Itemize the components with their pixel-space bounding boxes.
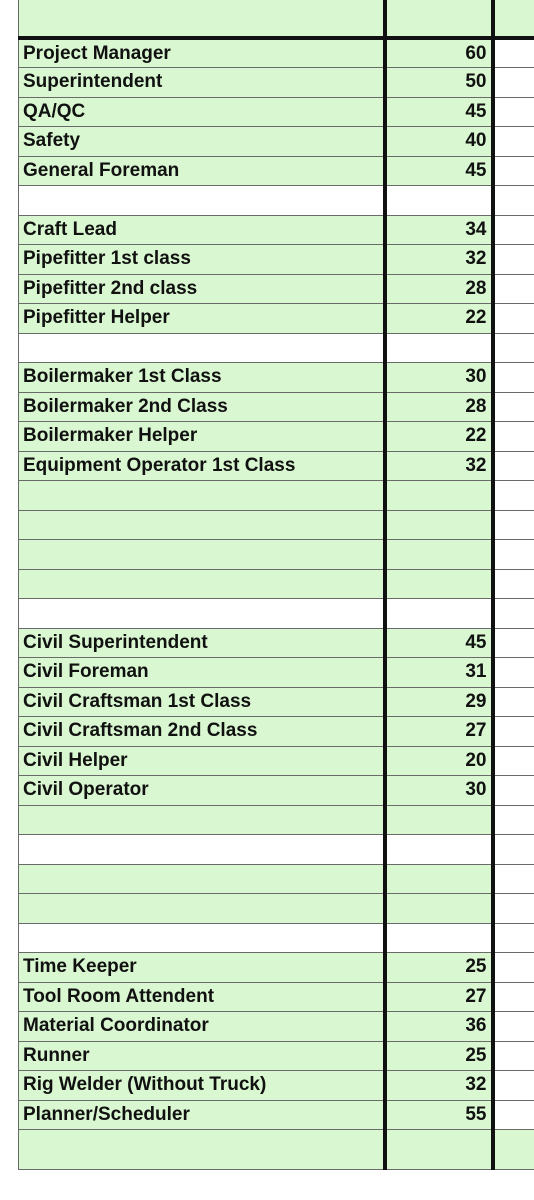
empty-cell[interactable] [493, 245, 534, 275]
table-row [19, 687, 534, 717]
table-row [19, 569, 534, 599]
rate-cell[interactable]: 45 [385, 97, 493, 127]
table-row [19, 628, 534, 658]
rate-cell[interactable]: 31 [385, 658, 493, 688]
role-cell[interactable]: Civil Helper [19, 746, 385, 776]
empty-cell[interactable] [493, 1012, 534, 1042]
empty-cell[interactable] [493, 628, 534, 658]
table-row [19, 363, 534, 393]
table-row [19, 68, 534, 98]
empty-cell[interactable] [493, 776, 534, 806]
role-cell[interactable] [19, 333, 385, 363]
table-row [19, 1012, 534, 1042]
rate-cell[interactable] [385, 923, 493, 953]
role-cell[interactable]: Pipefitter Helper [19, 304, 385, 334]
rate-cell[interactable]: 45 [385, 156, 493, 186]
role-cell[interactable] [19, 510, 385, 540]
table-row [19, 422, 534, 452]
empty-cell[interactable] [493, 68, 534, 98]
table-row [19, 982, 534, 1012]
role-cell[interactable]: Material Coordinator [19, 1012, 385, 1042]
rate-cell[interactable] [385, 0, 493, 38]
rate-cell[interactable]: 34 [385, 215, 493, 245]
empty-cell[interactable] [493, 569, 534, 599]
empty-cell[interactable] [493, 599, 534, 629]
table-row [19, 923, 534, 953]
role-cell[interactable]: Pipefitter 2nd class [19, 274, 385, 304]
role-cell[interactable]: Boilermaker 1st Class [19, 363, 385, 393]
empty-cell[interactable] [493, 982, 534, 1012]
empty-cell[interactable] [493, 97, 534, 127]
table-row [19, 451, 534, 481]
empty-cell[interactable] [493, 894, 534, 924]
rate-cell[interactable] [385, 510, 493, 540]
rate-cell[interactable]: 25 [385, 1041, 493, 1071]
empty-cell[interactable] [493, 923, 534, 953]
empty-cell[interactable] [493, 333, 534, 363]
rate-cell[interactable]: 32 [385, 1071, 493, 1101]
role-cell[interactable] [19, 186, 385, 216]
empty-cell[interactable] [493, 481, 534, 511]
rate-cell[interactable] [385, 540, 493, 570]
role-cell[interactable]: Planner/Scheduler [19, 1100, 385, 1130]
role-cell[interactable] [19, 569, 385, 599]
empty-cell[interactable] [493, 1100, 534, 1130]
rate-cell[interactable]: 28 [385, 392, 493, 422]
empty-cell[interactable] [493, 1071, 534, 1101]
table-row [19, 717, 534, 747]
empty-cell[interactable] [493, 1130, 534, 1170]
role-cell[interactable]: Tool Room Attendent [19, 982, 385, 1012]
rate-cell[interactable]: 32 [385, 245, 493, 275]
rate-cell[interactable]: 25 [385, 953, 493, 983]
rate-cell[interactable]: 55 [385, 1100, 493, 1130]
role-cell[interactable]: Time Keeper [19, 953, 385, 983]
table-row [19, 186, 534, 216]
rate-cell[interactable]: 30 [385, 363, 493, 393]
empty-cell[interactable] [493, 0, 534, 38]
role-cell[interactable] [19, 805, 385, 835]
rate-cell[interactable]: 29 [385, 687, 493, 717]
role-cell[interactable]: Civil Foreman [19, 658, 385, 688]
rate-cell[interactable]: 36 [385, 1012, 493, 1042]
table-row [19, 481, 534, 511]
role-cell[interactable] [19, 599, 385, 629]
rate-cell[interactable]: 32 [385, 451, 493, 481]
empty-cell[interactable] [493, 1041, 534, 1071]
role-cell[interactable]: Pipefitter 1st class [19, 245, 385, 275]
table-row [19, 392, 534, 422]
table-row [19, 864, 534, 894]
empty-cell[interactable] [493, 215, 534, 245]
table-row [19, 805, 534, 835]
rate-cell[interactable]: 22 [385, 304, 493, 334]
empty-cell[interactable] [493, 658, 534, 688]
empty-cell[interactable] [493, 746, 534, 776]
role-cell[interactable] [19, 864, 385, 894]
table-row [19, 156, 534, 186]
empty-cell[interactable] [493, 451, 534, 481]
table-row [19, 776, 534, 806]
table-row [19, 1130, 534, 1170]
table-row [19, 1100, 534, 1130]
table-row [19, 274, 534, 304]
rate-cell[interactable] [385, 599, 493, 629]
table-row [19, 127, 534, 157]
rate-cell[interactable]: 50 [385, 68, 493, 98]
header-row [19, 0, 534, 38]
rate-cell[interactable]: 60 [385, 38, 493, 68]
empty-cell[interactable] [493, 274, 534, 304]
table-row [19, 835, 534, 865]
rate-cell[interactable] [385, 481, 493, 511]
table-row [19, 746, 534, 776]
empty-cell[interactable] [493, 717, 534, 747]
rate-cell[interactable]: 22 [385, 422, 493, 452]
table-row [19, 599, 534, 629]
empty-cell[interactable] [493, 953, 534, 983]
role-cell[interactable]: Boilermaker Helper [19, 422, 385, 452]
role-cell[interactable]: General Foreman [19, 156, 385, 186]
sheet-body [19, 0, 534, 1170]
rate-cell[interactable]: 30 [385, 776, 493, 806]
role-cell[interactable]: QA/QC [19, 97, 385, 127]
empty-cell[interactable] [493, 304, 534, 334]
empty-cell[interactable] [493, 392, 534, 422]
table-row [19, 215, 534, 245]
table-row [19, 1041, 534, 1071]
rate-cell[interactable]: 27 [385, 982, 493, 1012]
role-cell[interactable] [19, 1130, 385, 1170]
table-row [19, 658, 534, 688]
empty-cell[interactable] [493, 38, 534, 68]
table-row [19, 38, 534, 68]
role-cell[interactable]: Superintendent [19, 68, 385, 98]
role-cell[interactable]: Project Manager [19, 38, 385, 68]
empty-cell[interactable] [493, 156, 534, 186]
rate-cell[interactable] [385, 333, 493, 363]
role-cell[interactable]: Safety [19, 127, 385, 157]
empty-cell[interactable] [493, 805, 534, 835]
table-row [19, 894, 534, 924]
rate-cell[interactable] [385, 894, 493, 924]
empty-cell[interactable] [493, 540, 534, 570]
role-cell[interactable] [19, 481, 385, 511]
rate-cell[interactable] [385, 1130, 493, 1170]
role-cell[interactable] [19, 894, 385, 924]
spreadsheet-grid [18, 0, 534, 1170]
rate-cell[interactable] [385, 835, 493, 865]
rate-cell[interactable]: 20 [385, 746, 493, 776]
role-cell[interactable] [19, 835, 385, 865]
table-row [19, 510, 534, 540]
role-cell[interactable]: Rig Welder (Without Truck) [19, 1071, 385, 1101]
role-cell[interactable] [19, 0, 385, 38]
table-row [19, 97, 534, 127]
role-cell[interactable]: Runner [19, 1041, 385, 1071]
table-row [19, 245, 534, 275]
rate-cell[interactable] [385, 569, 493, 599]
rate-cell[interactable]: 27 [385, 717, 493, 747]
rate-cell[interactable]: 40 [385, 127, 493, 157]
role-cell[interactable]: Craft Lead [19, 215, 385, 245]
empty-cell[interactable] [493, 127, 534, 157]
empty-cell[interactable] [493, 422, 534, 452]
table-row [19, 1071, 534, 1101]
empty-cell[interactable] [493, 510, 534, 540]
rate-cell[interactable]: 45 [385, 628, 493, 658]
role-cell[interactable] [19, 540, 385, 570]
role-cell[interactable]: Civil Craftsman 2nd Class [19, 717, 385, 747]
table-row [19, 333, 534, 363]
empty-cell[interactable] [493, 186, 534, 216]
table-row [19, 540, 534, 570]
rate-cell[interactable]: 28 [385, 274, 493, 304]
rate-cell[interactable] [385, 186, 493, 216]
role-cell[interactable]: Civil Operator [19, 776, 385, 806]
role-cell[interactable]: Civil Superintendent [19, 628, 385, 658]
role-cell[interactable]: Equipment Operator 1st Class [19, 451, 385, 481]
role-cell[interactable]: Civil Craftsman 1st Class [19, 687, 385, 717]
empty-cell[interactable] [493, 864, 534, 894]
empty-cell[interactable] [493, 835, 534, 865]
empty-cell[interactable] [493, 363, 534, 393]
table-row [19, 304, 534, 334]
role-cell[interactable] [19, 923, 385, 953]
rate-cell[interactable] [385, 805, 493, 835]
rate-cell[interactable] [385, 864, 493, 894]
table-row [19, 953, 534, 983]
role-cell[interactable]: Boilermaker 2nd Class [19, 392, 385, 422]
empty-cell[interactable] [493, 687, 534, 717]
